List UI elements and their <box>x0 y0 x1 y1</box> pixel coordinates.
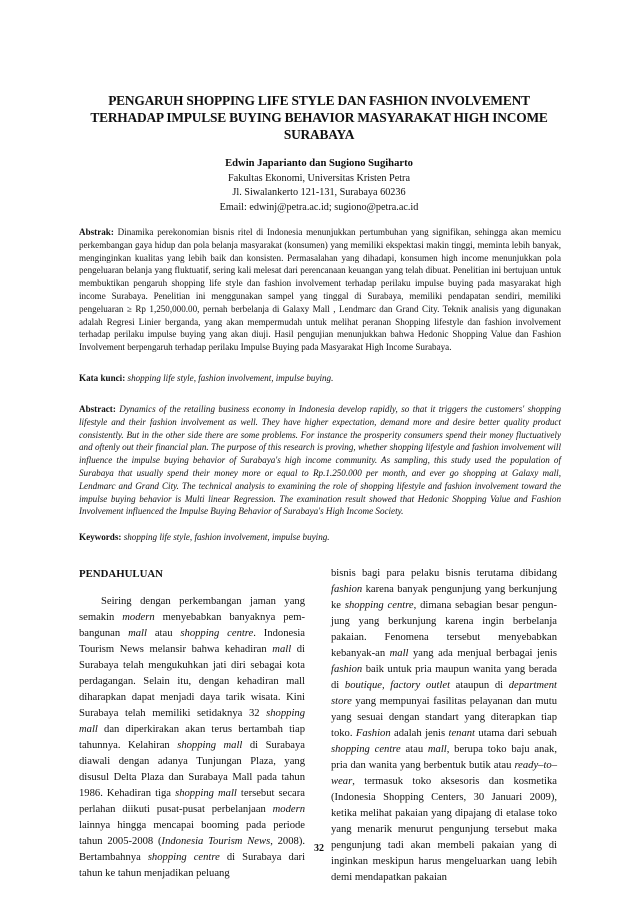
italic-run: boutique, factory outlet <box>344 680 451 691</box>
italic-run: tenant <box>448 728 475 739</box>
text-run: . Indonesia Tourism News melansir bahwa kehadiran <box>79 628 305 655</box>
keywords-sep: : <box>118 532 124 542</box>
text-run: , termasuk toko aksesoris dan kosmetika (Indonesia Shopping Centers, 30 Januari 2009), ketika melihat pakaian yang dipajang di etalase toko yang menarik menurut pengunjung tersebut maka pengunjung tadi akan membeli pakaian yang di inginkan meskipun harus mengeluarkan uang lebih demi mendapatkan pakaian <box>331 776 557 883</box>
text-run: tersebut secara perlahan diikuti pusat-pusat perbelanjaan <box>79 788 305 815</box>
text-run: di Surabaya telah mengukuhkan jati diri sebagai kota perdagangan. Selain itu, dengan kehadiran mall diharapkan dapat menjadi daya tarik wisata. Kini Surabaya telah memiliki setidaknya 32 <box>79 644 306 719</box>
text-run: yang mempunyai fasilitas pelayanan dan mutu yang sesuai dengan standart yang diterapkan tiap toko. <box>331 696 557 739</box>
italic-run: mall <box>389 648 409 659</box>
text-run: dan diperkirakan akan terus bertambah tiap tahunnya. Kelahiran <box>79 724 305 751</box>
abstract-label: Abstract: <box>79 404 116 414</box>
text-run: karena banyak pengunjung yang berkunjung ke <box>331 584 557 611</box>
text-run: utama dari sebuah <box>474 728 557 739</box>
kata-kunci-sep: : <box>122 373 128 383</box>
body-paragraph-left <box>79 594 305 882</box>
paper-title: PENGARUH SHOPPING LIFE STYLE DAN FASHION INVOLVEMENT TERHADAP IMPULSE BUYING BEHAVIOR MASYARAKAT HIGH INCOME SURABAYA <box>90 93 548 142</box>
italic-run: ready–to–wear <box>331 760 557 787</box>
kata-kunci-text: shopping life style, fashion involvement, impulse buying. <box>127 373 334 383</box>
text-run: adalah jenis <box>390 728 449 739</box>
keywords-label: Keywords <box>79 532 119 542</box>
kata-kunci-label: Kata kunci <box>79 373 123 383</box>
author-faculty: Fakultas Ekonomi, Universitas Kristen Petra <box>228 172 410 184</box>
italic-run: modern <box>272 804 305 815</box>
italic-run: shopping centre <box>344 600 414 611</box>
text-run: yang ada menjual berbagai jenis <box>408 648 557 659</box>
text-run: di Surabaya diawali dengan adanya Tunjungan Plaza, yang disusul Delta Plaza dan Surabaya Mall pada tahun 1986. Kehadiran tiga <box>79 740 305 799</box>
right-column <box>331 566 557 886</box>
text-run: lainnya hingga mencapai booming pada periode tahun 2005-2008 ( <box>79 820 305 847</box>
text-run: menyebabkan banyaknya pem-bangunan <box>79 612 305 639</box>
italic-run: fashion <box>331 664 363 675</box>
kata-kunci <box>79 372 561 384</box>
page-number: 32 <box>314 843 324 854</box>
text-run: atau <box>146 628 181 639</box>
section-heading: PENDAHULUAN <box>79 568 163 580</box>
keywords <box>79 531 561 543</box>
italic-run: mall <box>128 628 147 639</box>
text-run: , 2008). Bertambahnya <box>79 836 305 863</box>
author-block <box>0 157 638 215</box>
italic-run: mall <box>427 744 447 755</box>
keywords-text: shopping life style, fashion involvement, impulse buying. <box>123 532 330 542</box>
italic-run: shopping mall <box>79 708 305 735</box>
italic-run: shopping centre <box>147 852 220 863</box>
abstrak-indonesian <box>79 226 561 354</box>
author-address: Jl. Siwalankerto 121-131, Surabaya 60236 <box>232 187 406 198</box>
abstrak-label: Abstrak: <box>79 227 114 237</box>
abstract-text: Dynamics of the retailing business economy in Indonesia develop rapidly, so that it triggers the customers' shopping lifestyle and their fashion involvement as well. They have higher expectation, demand more and desire better quality product consistently. But in the other side there are some problems. For instance the prosperity consumers spend their money fluctuatively and oftenly out their financial plan. The purpose of this research is proving, whether shopping lifestyle and fashion involvement will influence the impulse buying behavior of Surabaya's high income community. As sampling, this study used the population of Surabaya that usually spend their money more or equal to Rp.1.250.000 per month, and ever go shopping at Galaxy mall, Lendmarc and Grand City. The technical analysis to examining the role of shopping lifestyle and fashion involvement toward the impulse buying behavior is Multi linear Regression. The examination result showed that Hedonic Shopping Value and Fashion Involvement influenced the Impulse Buying Behavior of Surabaya's High Income Society. <box>79 404 561 517</box>
italic-run: department store <box>331 680 557 707</box>
italic-run: shopping centre <box>331 744 401 755</box>
abstrak-text: Dinamika perekonomian bisnis ritel di Indonesia menunjukkan pertumbuhan yang signifikan, sehingga akan memicu perkembangan gaya hidup dan pola belanja masyarakat (konsumen) yang memiliki ekspektasi makin tinggi, meminta lebih banyak, menginginkan kualitas yang lebih baik dan konsisten. Permasalahan yang dihadapi, konsumen high income menunjukkan pola pengeluaran belanja yang fluktuatif, sering kali melesat dari perencanaan keuangan yang telah dibuat. Penelitian ini bertujuan untuk membuktikan pengaruh shopping life style dan fashion involvement terhadap perilaku impulse buying pada masyarakat high income Surabaya. Penelitian ini menggunakan sampel yang tinggal di Surabaya, memiliki pendapatan sendiri, memiliki pengeluaran ≥ Rp 1,250,000.00, pernah berbelanja di Galaxy Mall , Lendmarc dan Grand City. Teknik analisis yang digunakan adalah Regresi Linier berganda, yang akan mempermudah untuk melihat peranan Shopping lifestyle dan fashion involvement terhadap perilaku impulse buying yang akan diuji. Hasil pengujian menunjukkan bahwa Hedonic Shopping Value dan Fashion Involvement berpengaruh terhadap perilaku Impulse Buying pada Masyarakat High Income Surabaya. <box>79 227 562 353</box>
italic-run: mall <box>272 644 292 655</box>
text-run: baik untuk pria maupun wanita yang berada di <box>331 664 557 691</box>
left-column <box>79 566 305 882</box>
author-email: Email: edwinj@petra.ac.id; sugiono@petra.ac.id <box>219 201 419 213</box>
author-names: Edwin Japarianto dan Sugiono Sugiharto <box>225 158 413 169</box>
italic-run: Indonesia Tourism News <box>161 836 271 847</box>
text-run: , dimana sebagian besar pengun-jung yang berkunjung karena ingin berbelanja pakaian. Fenomena tersebut menyebabkan kebanyak-an <box>331 600 557 659</box>
abstract-english <box>79 403 561 518</box>
text-run: di Surabaya dari tahun ke tahun menjadikan peluang <box>79 852 306 879</box>
body-paragraph-right <box>331 566 557 886</box>
text-run: ataupun di <box>450 680 509 691</box>
italic-run: fashion <box>331 584 363 595</box>
italic-run: Fashion <box>355 728 391 739</box>
text-run: Seiring dengan perkembangan jaman yang semakin <box>79 596 305 623</box>
text-run: , berupa toko baju anak, pria dan wanita yang berbentuk butik atau <box>331 744 557 771</box>
text-run: bisnis bagi para pelaku bisnis terutama dibidang <box>331 568 557 579</box>
italic-run: shopping centre <box>180 628 254 639</box>
italic-run: modern <box>122 612 155 623</box>
italic-run: shopping mall <box>177 740 243 751</box>
italic-run: shopping mall <box>175 788 237 799</box>
text-run: atau <box>400 744 428 755</box>
